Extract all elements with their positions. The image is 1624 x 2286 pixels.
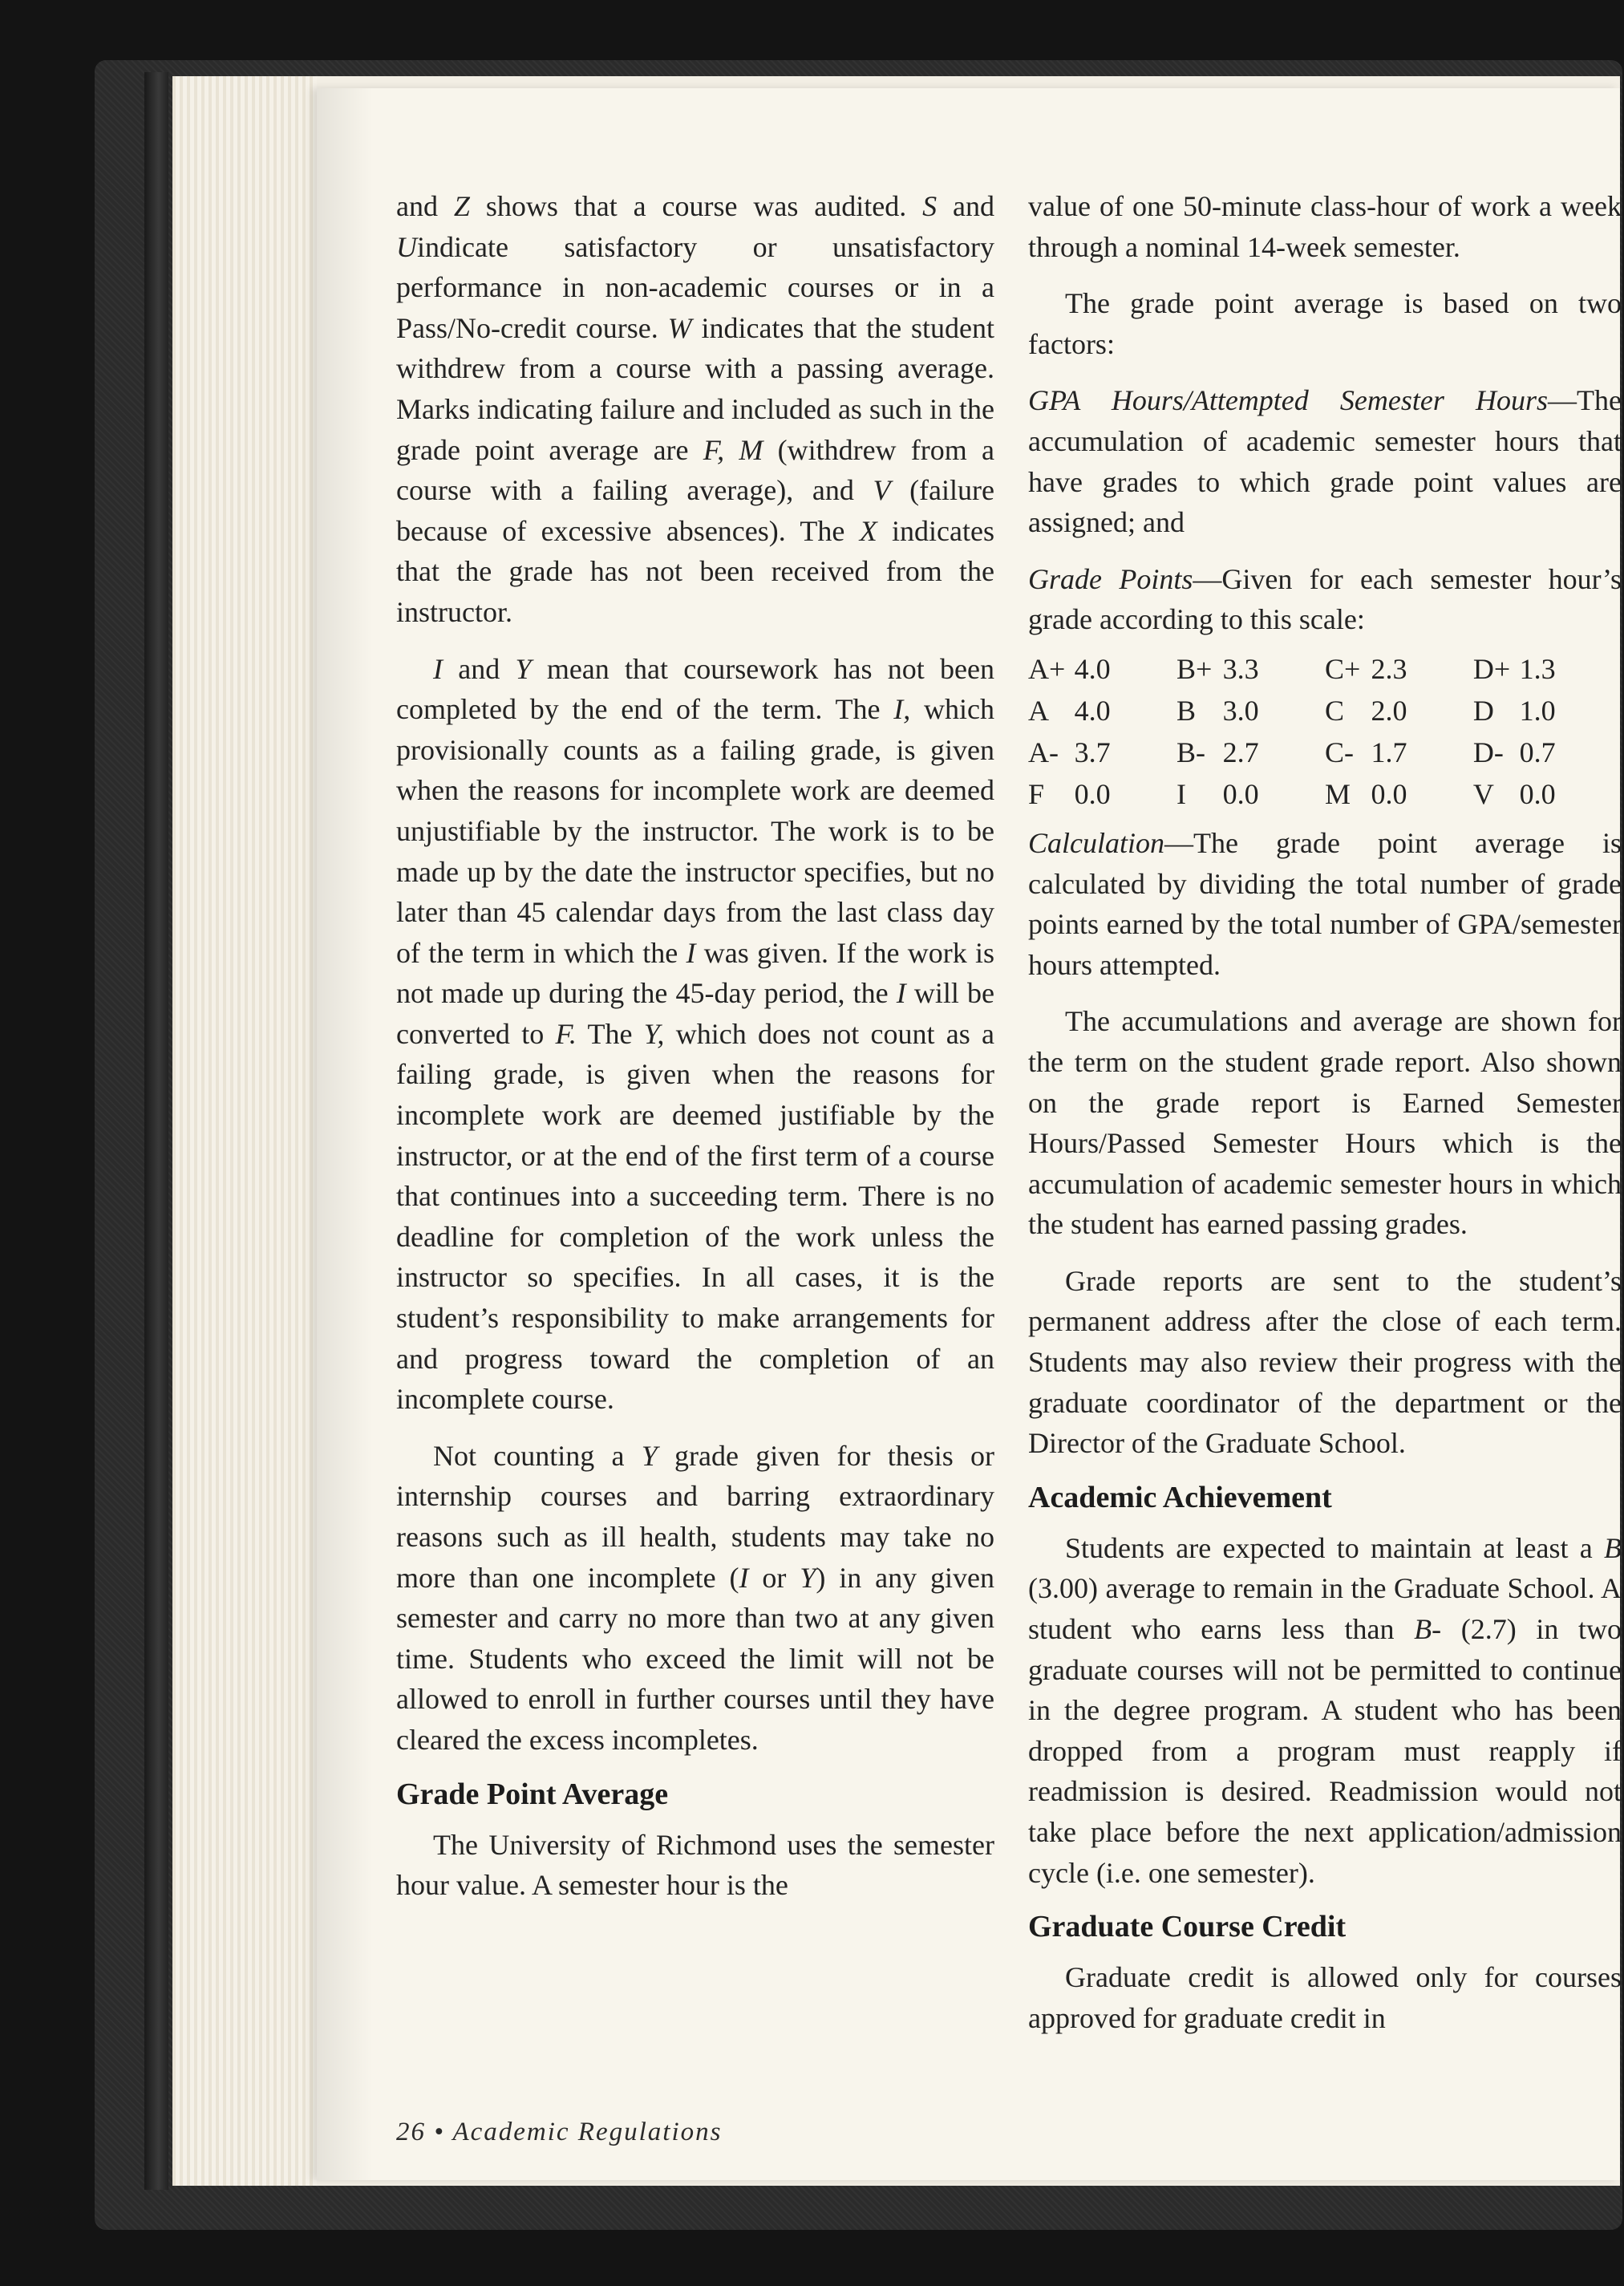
paragraph-semester-hour-cont: value of one 50-minute class-hour of work a week through a nominal 14-week semester. — [1028, 190, 1622, 263]
paragraph-achievement: Students are expected to maintain at least a B (3.00) average to remain in the Graduate School. A student who earns less than B- (2.7) in two graduate courses will not be permitted to continue in the degree program. A student who has been dropped from a program must reapply if readmission is desired. Readmission would not take place before the next application/admission cycle (i.e. one semester). — [1028, 1531, 1622, 1889]
grade-value: 0.0 — [1371, 777, 1407, 810]
grade-value: 3.0 — [1222, 694, 1259, 727]
grade-value: 2.0 — [1371, 694, 1407, 727]
book-spine — [144, 72, 168, 2190]
grade-value: 1.3 — [1519, 652, 1556, 685]
grade-letter: D- — [1472, 736, 1504, 768]
grade-value: 0.7 — [1519, 736, 1556, 768]
paragraph-grade-marks: and Z shows that a course was audited. S and Uindicate satisfactory or unsatisfactory performance in non-academic courses or in a Pass/No-credit course. W indicates that the student withdrew from a course with a passing average. Marks indicating failure and included as such in the grade point average are F, M (withdrew from a course with a failing average), and V (failure because of excessive absences). The X indicates that the grade has not been received from the instructor. — [396, 190, 995, 628]
grade-scale-row — [1028, 773, 1622, 815]
page-edges — [172, 76, 317, 2186]
left-column — [396, 186, 994, 1906]
grade-value: 0.0 — [1519, 777, 1556, 810]
paragraph-incomplete-limit: Not counting a Y grade given for thesis or internship courses and barring extraordinary reasons such as ill health, students may take no more than one incomplete (I or Y) in any given semester and carry no more than two at any given time. Students who exceed the limit will not be allowed to enroll in further courses until they have cleared the excess incompletes. — [396, 1439, 994, 1756]
grade-value: 2.7 — [1222, 736, 1259, 768]
heading-academic-achievement: Academic Achievement — [1028, 1480, 1332, 1514]
grade-letter: M — [1324, 777, 1351, 810]
grade-letter: D+ — [1472, 652, 1511, 685]
paragraph-accumulations: The accumulations and average are shown for the term on the student grade report. Also shown on the grade report is Earned Semester Hours/Passed Semester Hours which is the accumulation of academic semester hours in which the student has earned passing grades. — [1028, 1005, 1622, 1241]
grade-letter: C- — [1324, 736, 1354, 768]
grade-letter: V — [1472, 777, 1494, 810]
grade-scale-table — [1028, 648, 1622, 815]
grade-scale-row — [1028, 648, 1622, 690]
grade-letter: F — [1028, 777, 1045, 810]
grade-letter: D — [1472, 694, 1494, 727]
grade-letter: A — [1028, 694, 1049, 727]
page-footer: 26 • Academic Regulations — [396, 2118, 723, 2146]
grade-value: 3.3 — [1222, 652, 1259, 685]
right-column — [1028, 186, 1622, 2038]
heading-graduate-course-credit: Graduate Course Credit — [1028, 1910, 1347, 1944]
grade-scale-row — [1028, 690, 1622, 732]
paragraph-calculation: Calculation—The grade point average is calculated by dividing the total number of grade points earned by the total number of GPA/semester hours attempted. — [1028, 826, 1622, 981]
grade-letter: B — [1176, 694, 1197, 727]
paragraph-grade-reports: Grade reports are sent to the student’s permanent address after the close of each term. Students may also review their progress with the graduate coordinator of the department or the Director of the Graduate School. — [1028, 1264, 1622, 1460]
grade-letter: A+ — [1028, 652, 1066, 685]
grade-value: 0.0 — [1222, 777, 1259, 810]
grade-letter: B+ — [1176, 652, 1213, 685]
binding-shadow — [317, 88, 373, 2180]
grade-value: 1.7 — [1371, 736, 1407, 768]
grade-value: 0.0 — [1074, 777, 1111, 810]
grade-letter: A- — [1028, 736, 1059, 768]
grade-value: 1.0 — [1519, 694, 1556, 727]
grade-value: 3.7 — [1074, 736, 1111, 768]
paragraph-graduate-credit: Graduate credit is allowed only for courses approved for graduate credit in — [1028, 1961, 1622, 2034]
paragraph-gpa-hours: GPA Hours/Attempted Semester Hours—The accumulation of academic semester hours that have grades to which grade point values are assigned; and — [1028, 384, 1622, 539]
grade-value: 4.0 — [1074, 694, 1111, 727]
grade-letter: C+ — [1324, 652, 1361, 685]
heading-grade-point-average: Grade Point Average — [396, 1777, 669, 1811]
grade-scale-row — [1028, 732, 1622, 773]
paragraph-grade-points: Grade Points—Given for each semester hour’s grade according to this scale: — [1028, 562, 1622, 636]
grade-letter: I — [1176, 777, 1187, 810]
paragraph-semester-hour: The University of Richmond uses the semester hour value. A semester hour is the — [396, 1828, 994, 1902]
paragraph-incomplete: I and Y mean that coursework has not been completed by the end of the term. The I, which provisionally counts as a failing grade, is given when the reasons for incomplete work are deemed unjustifiable by the instructor. The work is to be made up by the date the instructor specifies, but no later than 45 calendar days from the last class day of the term in which the I was given. If the work is not made up during the 45-day period, the I will be converted to F. The Y, which does not count as a failing grade, is given when the reasons for incomplete work are deemed justifiable by the instructor, or at the end of the first term of a course that continues into a succeeding term. There is no deadline for completion of the work unless the instructor so specifies. In all cases, it is the student’s responsibility to make arrangements for and progress toward the completion of an incomplete course. — [396, 652, 995, 1416]
grade-letter: B- — [1176, 736, 1206, 768]
grade-letter: C — [1324, 694, 1344, 727]
grade-value: 4.0 — [1074, 652, 1111, 685]
paragraph-gpa-factors: The grade point average is based on two factors: — [1028, 287, 1622, 360]
grade-value: 2.3 — [1371, 652, 1407, 685]
